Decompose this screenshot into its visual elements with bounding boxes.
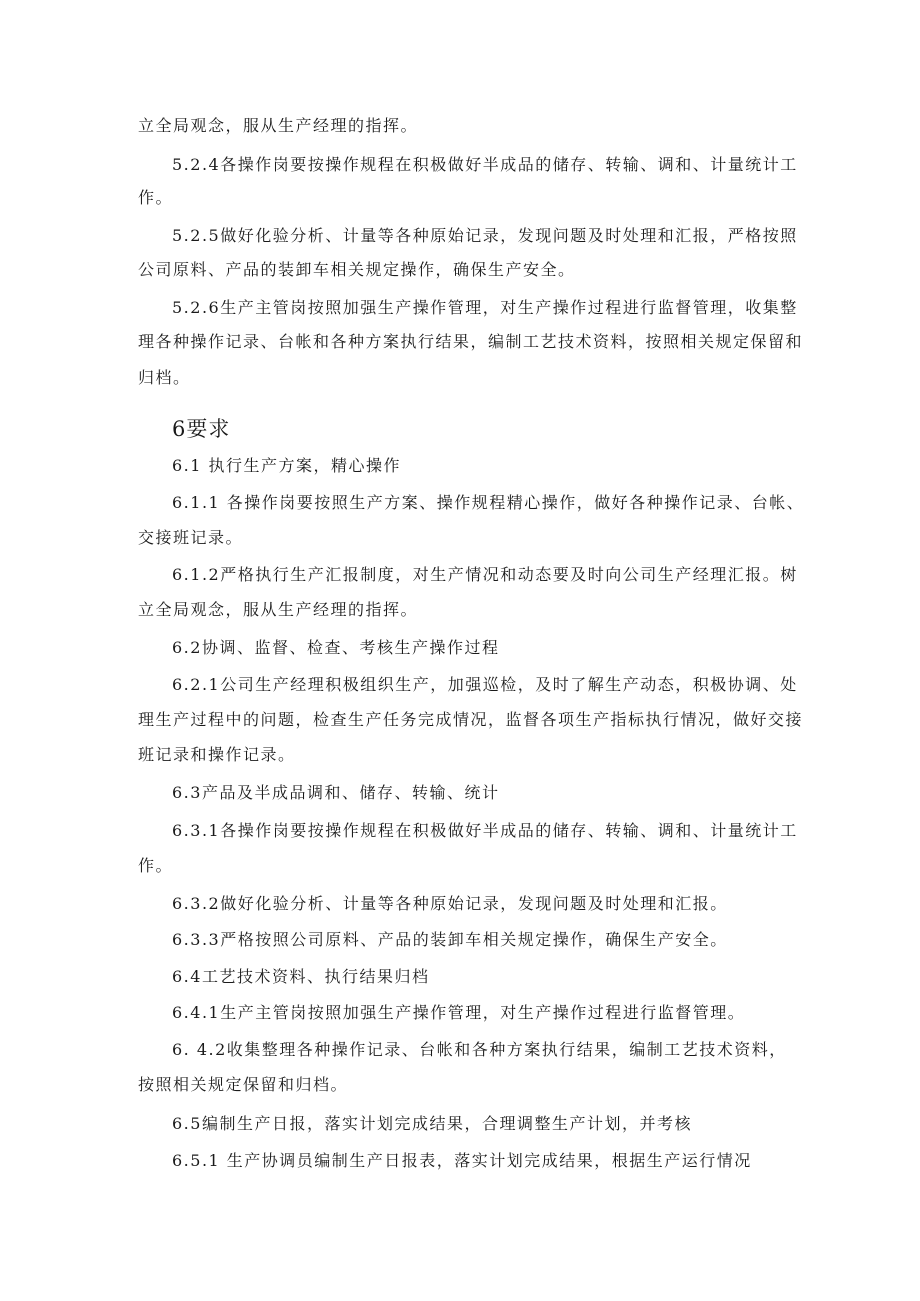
subsection-title: 6.5编制生产日报，落实计划完成结果，合理调整生产计划，并考核	[172, 1114, 692, 1133]
paragraph-line: 6.1.2严格执行生产汇报制度，对生产情况和动态要及时向公司生产经理汇报。树	[172, 565, 798, 584]
paragraph-line: 6. 4.2收集整理各种操作记录、台帐和各种方案执行结果，编制工艺技术资料，	[172, 1040, 787, 1059]
paragraph-line: 归档。	[138, 368, 191, 387]
paragraph-line: 交接班记录。	[138, 528, 244, 547]
paragraph-line: 理生产过程中的问题，检查生产任务完成情况，监督各项生产指标执行情况，做好交接	[138, 710, 804, 729]
subsection-title: 6.2协调、监督、检查、考核生产操作过程	[172, 638, 500, 657]
paragraph-line: 6.2.1公司生产经理积极组织生产，加强巡检，及时了解生产动态，积极协调、处	[172, 675, 798, 694]
paragraph-line: 5.2.4各操作岗要按操作规程在积极做好半成品的储存、转输、调和、计量统计工	[172, 155, 798, 174]
subsection-title: 6.1 执行生产方案，精心操作	[172, 456, 402, 475]
paragraph-line: 立全局观念，服从生产经理的指挥。	[138, 116, 419, 135]
paragraph-line: 6.3.2做好化验分析、计量等各种原始记录，发现问题及时处理和汇报。	[172, 894, 728, 913]
subsection-title: 6.4工艺技术资料、执行结果归档	[172, 967, 430, 986]
paragraph-line: 公司原料、产品的装卸车相关规定操作，确保生产安全。	[138, 260, 576, 279]
subsection-title: 6.3产品及半成品调和、储存、转输、统计	[172, 783, 500, 802]
paragraph-line: 6.3.1各操作岗要按操作规程在积极做好半成品的储存、转输、调和、计量统计工	[172, 821, 798, 840]
paragraph-line: 5.2.5做好化验分析、计量等各种原始记录，发现问题及时处理和汇报，严格按照	[172, 226, 798, 245]
paragraph-line: 作。	[138, 188, 174, 207]
paragraph-line: 6.4.1生产主管岗按照加强生产操作管理，对生产操作过程进行监督管理。	[172, 1003, 746, 1022]
paragraph-line: 6.3.3严格按照公司原料、产品的装卸车相关规定操作，确保生产安全。	[172, 930, 728, 949]
section-heading: 6要求	[172, 417, 231, 441]
paragraph-line: 按照相关规定保留和归档。	[138, 1075, 349, 1094]
paragraph-line: 立全局观念，服从生产经理的指挥。	[138, 600, 419, 619]
paragraph-line: 理各种操作记录、台帐和各种方案执行结果，编制工艺技术资料，按照相关规定保留和	[138, 332, 804, 351]
paragraph-line: 班记录和操作记录。	[138, 745, 296, 764]
paragraph-line: 6.5.1 生产协调员编制生产日报表，落实计划完成结果，根据生产运行情况	[172, 1151, 752, 1170]
paragraph-line: 作。	[138, 856, 174, 875]
paragraph-line: 5.2.6生产主管岗按照加强生产操作管理，对生产操作过程进行监督管理，收集整	[172, 298, 798, 317]
paragraph-line: 6.1.1 各操作岗要按照生产方案、操作规程精心操作，做好各种操作记录、台帐、	[172, 493, 805, 512]
